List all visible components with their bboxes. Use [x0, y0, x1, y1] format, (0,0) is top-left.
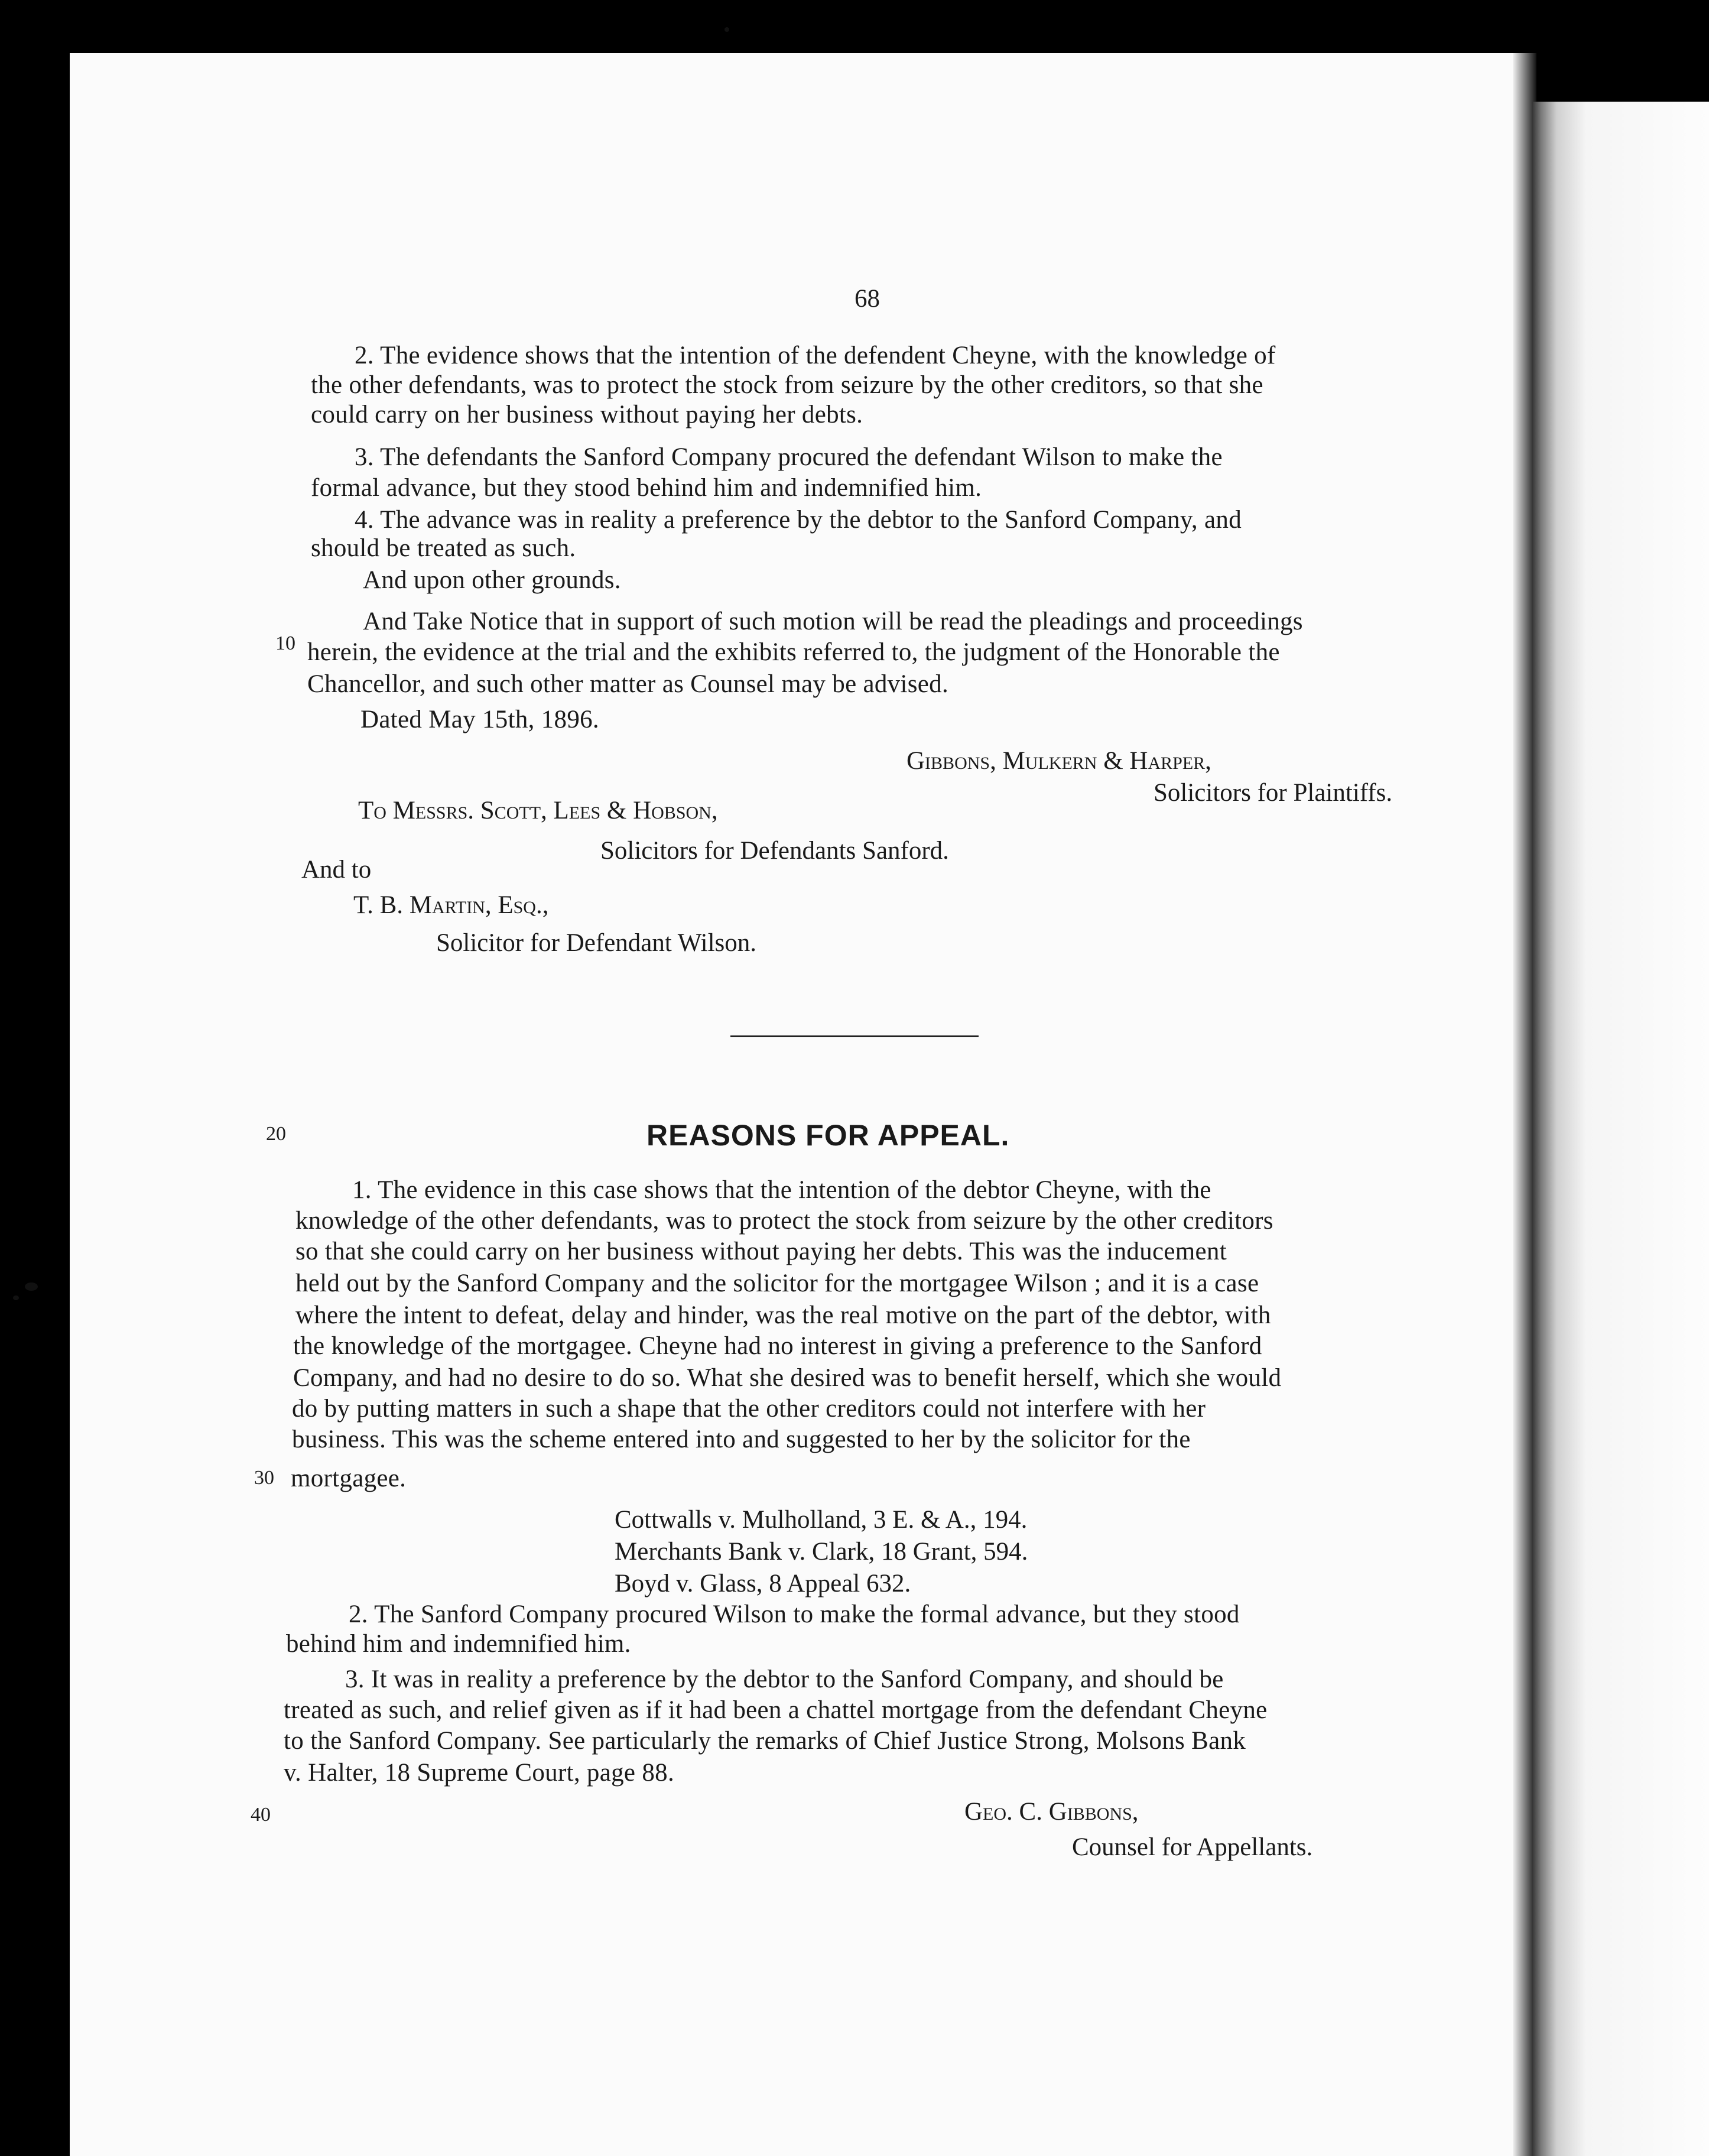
and-to: And to: [301, 856, 372, 884]
reason-line: so that she could carry on her business without paying her debts. This was the inducement: [295, 1238, 1227, 1265]
motion-date: Dated May 15th, 1896.: [360, 706, 599, 733]
margin-line-number: 30: [254, 1467, 274, 1489]
next-page-edge: [1533, 102, 1709, 2156]
reason-line: business. This was the scheme entered into and suggested to her by the solicitor for the: [292, 1426, 1191, 1453]
reason-line: do by putting matters in such a shape that the other creditors could not interfere with her: [292, 1395, 1206, 1423]
reason-line: v. Halter, 18 Supreme Court, page 88.: [284, 1759, 674, 1787]
case-citation: Merchants Bank v. Clark, 18 Grant, 594.: [615, 1538, 1028, 1566]
section-heading: REASONS FOR APPEAL.: [646, 1119, 1010, 1152]
dust-speck: [25, 1282, 38, 1291]
counsel-role: Counsel for Appellants.: [1072, 1833, 1313, 1861]
addressee-first-role: Solicitors for Defendants Sanford.: [600, 837, 949, 865]
reason-line: where the intent to defeat, delay and hinder, was the real motive on the part of the debtor, with: [295, 1301, 1271, 1329]
reason-line: behind him and indemnified him.: [286, 1630, 631, 1658]
reason-line: knowledge of the other defendants, was to protect the stock from seizure by the other creditors: [295, 1207, 1273, 1235]
addressee-first: To Messrs. Scott, Lees & Hobson,: [358, 797, 718, 824]
motion-line: could carry on her business without paying her debts.: [311, 401, 863, 428]
plaintiffs-role: Solicitors for Plaintiffs.: [1154, 779, 1393, 807]
case-citation: Cottwalls v. Mulholland, 3 E. & A., 194.: [615, 1506, 1028, 1534]
reason-line: 1. The evidence in this case shows that the intention of the debtor Cheyne, with the: [352, 1176, 1211, 1204]
reason-line: the knowledge of the mortgagee. Cheyne had no interest in giving a preference to the Sanford: [293, 1332, 1262, 1360]
reason-line: held out by the Sanford Company and the solicitor for the mortgagee Wilson ; and it is a case: [295, 1269, 1259, 1297]
margin-line-number: 10: [275, 632, 295, 654]
dust-speck: [13, 1295, 19, 1300]
motion-line: 3. The defendants the Sanford Company procured the defendant Wilson to make the: [355, 443, 1223, 471]
reason-line: mortgagee.: [291, 1465, 407, 1492]
case-citation: Boyd v. Glass, 8 Appeal 632.: [615, 1570, 911, 1597]
reason-line: 3. It was in reality a preference by the debtor to the Sanford Company, and should be: [345, 1665, 1224, 1693]
motion-line: 2. The evidence shows that the intention of the defendent Cheyne, with the knowledge of: [355, 342, 1276, 369]
motion-line: formal advance, but they stood behind him and indemnified him.: [311, 474, 982, 502]
addressee-second: T. B. Martin, Esq.,: [353, 891, 549, 919]
motion-line: herein, the evidence at the trial and the exhibits referred to, the judgment of the Honorable the: [307, 638, 1280, 666]
motion-line: And Take Notice that in support of such motion will be read the pleadings and proceedings: [363, 608, 1303, 635]
margin-line-number: 20: [266, 1123, 286, 1145]
motion-line: And upon other grounds.: [363, 566, 621, 594]
section-divider: [730, 1035, 979, 1037]
motion-line: should be treated as such.: [311, 534, 576, 562]
reason-line: treated as such, and relief given as if it had been a chattel mortgage from the defendant Cheyne: [284, 1696, 1268, 1724]
dust-speck: [724, 27, 729, 32]
reason-line: to the Sanford Company. See particularly the remarks of Chief Justice Strong, Molsons Bank: [284, 1727, 1246, 1755]
plaintiffs-firm: Gibbons, Mulkern & Harper,: [907, 747, 1211, 775]
margin-line-number: 40: [251, 1804, 271, 1826]
motion-line: the other defendants, was to protect the stock from seizure by the other creditors, so that she: [311, 371, 1263, 399]
reason-line: 2. The Sanford Company procured Wilson to make the formal advance, but they stood: [349, 1600, 1240, 1628]
reason-line: Company, and had no desire to do so. What she desired was to benefit herself, which she would: [293, 1364, 1282, 1392]
motion-line: Chancellor, and such other matter as Counsel may be advised.: [307, 670, 948, 698]
motion-line: 4. The advance was in reality a preference by the debtor to the Sanford Company, and: [355, 506, 1242, 534]
addressee-second-role: Solicitor for Defendant Wilson.: [436, 929, 757, 957]
page-number: 68: [854, 285, 880, 313]
counsel-name: Geo. C. Gibbons,: [964, 1798, 1139, 1826]
